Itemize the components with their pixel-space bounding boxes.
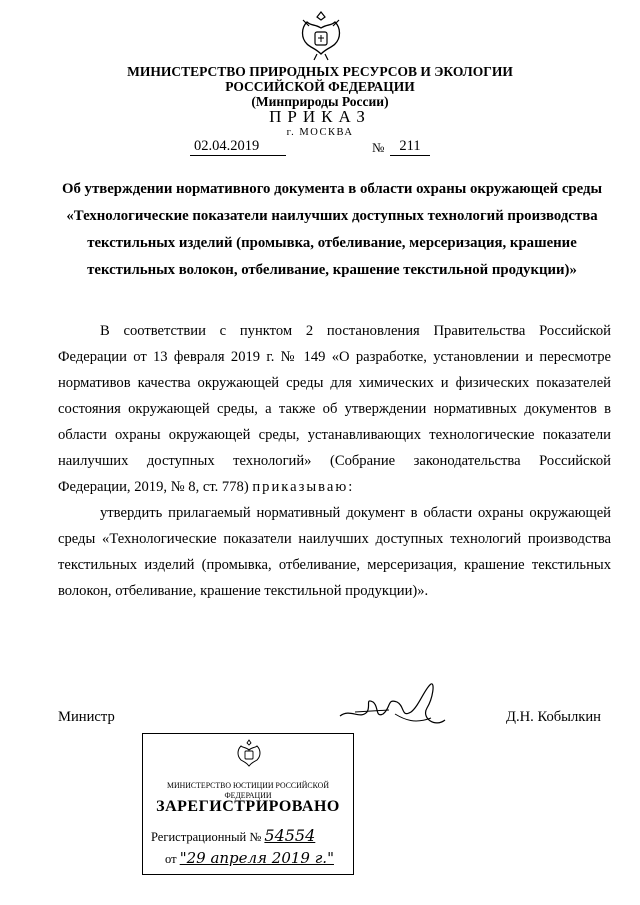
coat-of-arms-emblem-icon [297, 8, 345, 62]
signatory-position: Министр [58, 709, 115, 725]
document-type: ПРИКАЗ [269, 107, 371, 126]
order-date: 02.04.2019 [190, 138, 286, 156]
stamp-reg-date: "29 апреля 2019 г." [179, 849, 334, 867]
ministry-name-line2: РОССИЙСКОЙ ФЕДЕРАЦИИ [225, 79, 415, 94]
signatory-name: Д.Н. Кобылкин [506, 709, 601, 725]
paragraph-order: утвердить прилагаемый нормативный документ в области охраны окружающей среды «Технологические показатели наилучших доступных технологий производства текстильных изделий (промывка, отбеливание, мерсеризация, крашение текстильных волокон, отбеливание, крашение текстильной продукции)». [58, 505, 611, 599]
stamp-registration-line [151, 826, 315, 845]
order-number: 211 [390, 138, 430, 156]
paragraph-preamble [58, 318, 611, 500]
stamp-reg-number: 54554 [264, 826, 316, 845]
city: г. МОСКВА [286, 127, 354, 138]
stamp-date-line [165, 849, 334, 867]
ministry-name-line1: МИНИСТЕРСТВО ПРИРОДНЫХ РЕСУРСОВ И ЭКОЛОГИИ [127, 64, 513, 79]
preamble-text: В соответствии с пунктом 2 постановления Правительства Российской Федерации от 13 февраля 2019 г. № 149 «О разработке, установлении и пересмотре нормативов качества окружающей среды для химических и физических показателей состояния окружающей среды, а также об утверждении нормативных документов в области охраны окружающей среды, устанавливающих технологические показатели наилучших доступных технологий» (Собрание законодательства Российской Федерации, 2019, № 8, ст. 778) [58, 323, 611, 495]
stamp-emblem-icon [235, 738, 263, 770]
document-title: Об утверждении нормативного документа в области охраны окружающей среды «Технологические показатели наилучших доступных технологий производства текстильных изделий (промывка, отбеливание, мерсеризация, крашение текстильных волокон, отбеливание, крашение текстильной продукции)» [61, 181, 603, 278]
stamp-registered: ЗАРЕГИСТРИРОВАНО [156, 798, 340, 815]
stamp-reg-label: Регистрационный № [151, 830, 262, 844]
number-sign: № [372, 140, 385, 155]
stamp-organization: МИНИСТЕРСТВО ЮСТИЦИИ РОССИЙСКОЙ ФЕДЕРАЦИИ [167, 780, 329, 800]
registration-stamp [142, 733, 354, 875]
handwritten-signature-icon [335, 668, 455, 738]
ministry-short-name: (Минприроды России) [251, 94, 389, 109]
stamp-date-prefix: от [165, 852, 177, 866]
order-word: приказываю: [252, 479, 355, 495]
